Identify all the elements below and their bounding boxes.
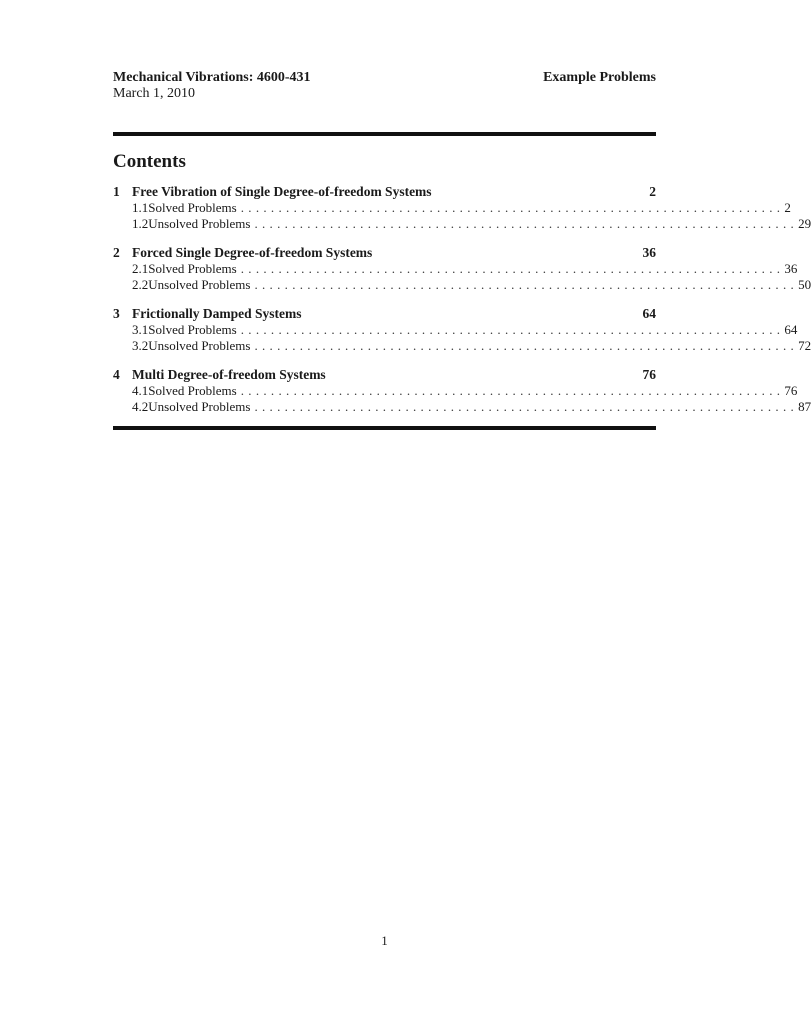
subsection-number: 2.2 [132,277,149,292]
dot-leader: ........................................................................ [240,261,785,276]
header-document-type: Example Problems [543,70,656,85]
subsection-page: 29 [798,216,811,231]
toc-subsection-row[interactable] [132,399,811,415]
subsection-page: 36 [784,261,798,276]
section-number: 3 [113,306,120,321]
toc-subsection-row[interactable] [132,277,811,293]
subsection-number: 4.2 [132,399,149,414]
dot-leader: ........................................................................ [254,216,799,231]
subsection-title: Solved Problems [148,383,237,398]
header-date: March 1, 2010 [113,86,196,101]
subsection-page: 76 [784,383,798,398]
subsection-page: 50 [798,277,811,292]
toc-section [113,306,811,354]
toc-section-row[interactable] [113,306,656,322]
section-number: 2 [113,245,120,260]
subsection-title: Solved Problems [148,200,237,215]
toc-section-row[interactable] [113,245,656,261]
section-page: 2 [649,184,656,199]
dot-leader: ........................................................................ [254,338,799,353]
toc-subsection-row[interactable] [132,261,798,277]
toc-section [113,245,811,293]
contents-heading: Contents [113,151,186,172]
subsection-title: Unsolved Problems [148,399,251,414]
subsection-page: 87 [798,399,811,414]
subsection-page: 72 [798,338,811,353]
section-page: 36 [642,245,656,260]
section-number: 1 [113,184,120,199]
subsection-title: Unsolved Problems [148,338,251,353]
subsection-title: Unsolved Problems [148,216,251,231]
subsection-page: 64 [784,322,798,337]
subsection-page: 2 [784,200,791,215]
toc-section [113,184,811,232]
dot-leader: ........................................................................ [254,399,799,414]
section-number: 4 [113,367,120,382]
section-title: Free Vibration of Single Degree-of-freedom Systems [132,184,432,199]
subsection-number: 1.2 [132,216,149,231]
toc-subsection-row[interactable] [132,338,811,354]
section-title: Forced Single Degree-of-freedom Systems [132,245,373,260]
toc-subsection-row[interactable] [132,200,791,216]
header-course-title: Mechanical Vibrations: 4600-431 [113,70,311,85]
toc-section-row[interactable] [113,367,656,383]
subsection-number: 1.1 [132,200,149,215]
subsection-title: Solved Problems [148,322,237,337]
dot-leader: ........................................................................ [240,383,785,398]
document-page [113,0,811,1024]
table-of-contents [113,184,811,428]
subsection-title: Solved Problems [148,261,237,276]
section-title: Frictionally Damped Systems [132,306,302,321]
section-page: 76 [642,367,656,382]
subsection-number: 3.2 [132,338,149,353]
page-number: 1 [381,933,388,948]
section-title: Multi Degree-of-freedom Systems [132,367,326,382]
subsection-number: 3.1 [132,322,149,337]
subsection-number: 4.1 [132,383,149,398]
toc-subsection-row[interactable] [132,383,798,399]
bottom-rule [113,426,656,430]
dot-leader: ........................................................................ [254,277,799,292]
subsection-title: Unsolved Problems [148,277,251,292]
toc-subsection-row[interactable] [132,216,811,232]
section-page: 64 [642,306,656,321]
toc-section [113,367,811,415]
toc-subsection-row[interactable] [132,322,798,338]
subsection-number: 2.1 [132,261,149,276]
dot-leader: ........................................................................ [240,200,785,215]
top-rule [113,132,656,136]
toc-section-row[interactable] [113,184,656,200]
dot-leader: ........................................................................ [240,322,785,337]
